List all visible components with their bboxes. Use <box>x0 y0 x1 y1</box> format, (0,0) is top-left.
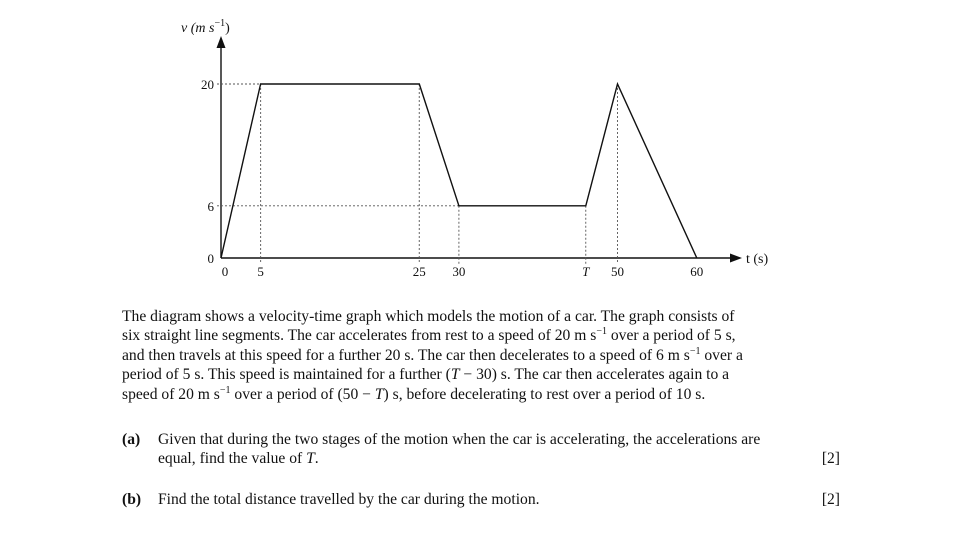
question-a-marks: [2] <box>821 450 840 468</box>
y-tick-label-6: 6 <box>207 198 214 214</box>
x-tick-label-0: 0 <box>221 264 229 279</box>
x-tick-label-5: 5 <box>257 264 264 279</box>
statement-line-3: and then travels at this speed for a further 20 s. The car then decelerates to a speed of 6 m $s^{-1}$ over a <box>122 345 743 364</box>
question-a-text: Given that during the two stages of the motion when the car is accelerating, the accelerations are equal, find the value of T. <box>158 431 761 468</box>
statement-line-4: period of 5 s. This speed is maintained for a further (T − 30) s. The car then accelerates again to a <box>122 366 730 384</box>
y-axis-label-exp: −1 <box>214 18 226 29</box>
question-a <box>122 430 840 470</box>
x-axis-label: t (s) <box>746 252 769 267</box>
guide-lines <box>217 84 618 264</box>
y-tick-label-20: 20 <box>201 77 214 92</box>
question-b-text: Find the total distance travelled by the car during the motion. <box>158 491 540 508</box>
statement-line-5: speed of 20 m $s^{-1}$ over a period of (50 − T) s, before decelerating to rest over a period of 10 s. <box>122 384 706 403</box>
x-axis-arrow <box>730 254 742 263</box>
y-tick-labels <box>201 77 215 266</box>
x-tick-labels <box>222 264 704 279</box>
question-b-label: (b) <box>122 491 142 508</box>
x-tick-label-50: 50 <box>611 264 624 279</box>
problem-statement <box>122 307 840 404</box>
y-axis-label-text: v (m s <box>181 21 215 36</box>
statement-line-1: The diagram shows a velocity-time graph which models the motion of a car. The graph consists of <box>122 308 735 325</box>
x-tick-label-60: 60 <box>690 264 704 279</box>
question-b-marks: [2] <box>821 491 840 508</box>
y-tick-label-0: 0 <box>207 251 214 266</box>
x-tick-label-25: 25 <box>412 264 426 279</box>
x-tick-label-T: T <box>582 264 590 279</box>
question-b <box>122 490 840 510</box>
statement-line-2: six straight line segments. The car accelerates from rest to a speed of 20 m $s^{-1}$ over a period of 5 s, <box>122 326 736 345</box>
y-axis-label-close: ) <box>225 21 230 36</box>
y-axis-arrow <box>217 36 226 48</box>
velocity-series-line <box>221 84 697 258</box>
question-a-label: (a) <box>122 431 141 448</box>
y-axis-label <box>181 18 230 36</box>
x-tick-label-30: 30 <box>452 264 466 279</box>
